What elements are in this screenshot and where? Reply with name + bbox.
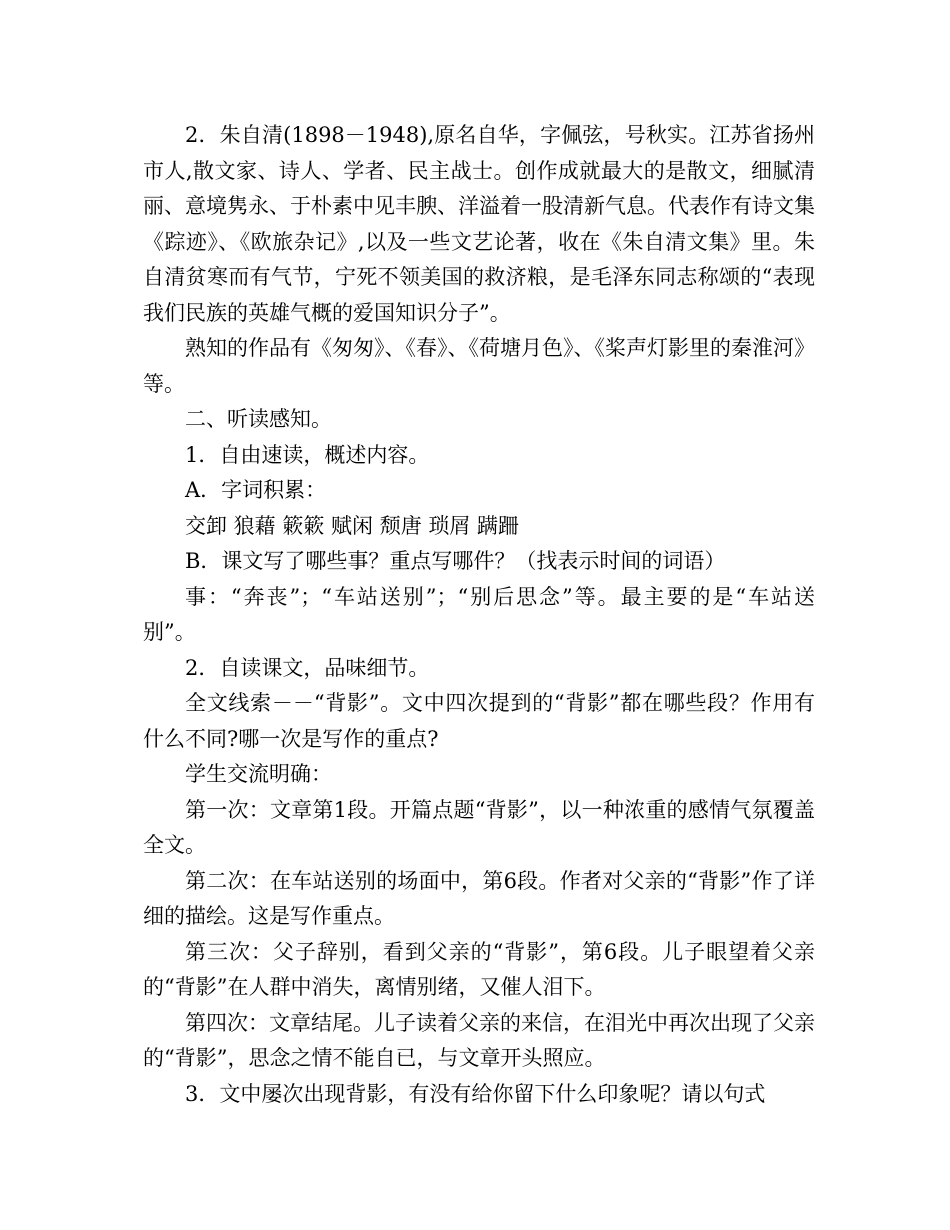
paragraph-step-3: 3．文中屡次出现背影，有没有给你留下什么印象呢？请以句式 — [185, 1081, 766, 1106]
document-body — [143, 118, 815, 1112]
paragraph-fourth-time: 第四次：文章结尾。儿子读着父亲的来信，在泪光中再次出现了父亲的“背影”，思念之情不能自已，与文章开头照应。 — [143, 1010, 815, 1070]
paragraph-second-time: 第二次：在车站送别的场面中，第6段。作者对父亲的“背影”作了详细的描绘。这是写作重点。 — [143, 868, 815, 928]
paragraph-known-works: 熟知的作品有《匆匆》、《春》、《荷塘月色》、《桨声灯影里的秦淮河》等。 — [143, 336, 815, 396]
paragraph-question-b: B．课文写了哪些事？重点写哪件？（找表示时间的词语） — [185, 549, 726, 573]
paragraph-vocab-words: 交卸 狼藉 簌簌 赋闲 颓唐 琐屑 蹒跚 — [185, 513, 520, 538]
paragraph-discussion: 学生交流明确： — [185, 762, 332, 786]
paragraph-third-time: 第三次：父子辞别，看到父亲的“背影”，第6段。儿子眼望着父亲的“背影”在人群中消失，离情别绪，又催人泪下。 — [143, 939, 815, 999]
paragraph-author-intro: 2．朱自清(1898－1948),原名自华，字佩弦，号秋实。江苏省扬州市人,散文家、诗人、学者、民主战士。创作成就最大的是散文，细腻清丽、意境隽永、于朴素中见丰腴、洋溢着一股清新气息。代表作有诗文集《踪迹》、《欧旅杂记》,以及一些文艺论著，收在《朱自清文集》里。朱自清贫寒而有气节，宁死不领美国的救济粮，是毛泽东同志称颂的“表现我们民族的英雄气概的爱国知识分子”。 — [143, 123, 815, 325]
paragraph-step-2: 2．自读课文，品味细节。 — [185, 655, 430, 680]
section-heading-listen-read: 二、听读感知。 — [185, 407, 332, 431]
paragraph-first-time: 第一次：文章第1段。开篇点题“背影”，以一种浓重的感情气氛覆盖全文。 — [143, 797, 815, 857]
paragraph-events: 事：“奔丧”；“车站送别”；“别后思念”等。最主要的是“车站送别”。 — [143, 584, 815, 644]
paragraph-vocab-heading: A．字词积累： — [185, 478, 327, 502]
paragraph-step-1: 1．自由速读，概述内容。 — [185, 442, 430, 467]
paragraph-clue: 全文线索－－“背影”。文中四次提到的“背影”都在哪些段？作用有什么不同?哪一次是写作的重点? — [143, 691, 815, 751]
